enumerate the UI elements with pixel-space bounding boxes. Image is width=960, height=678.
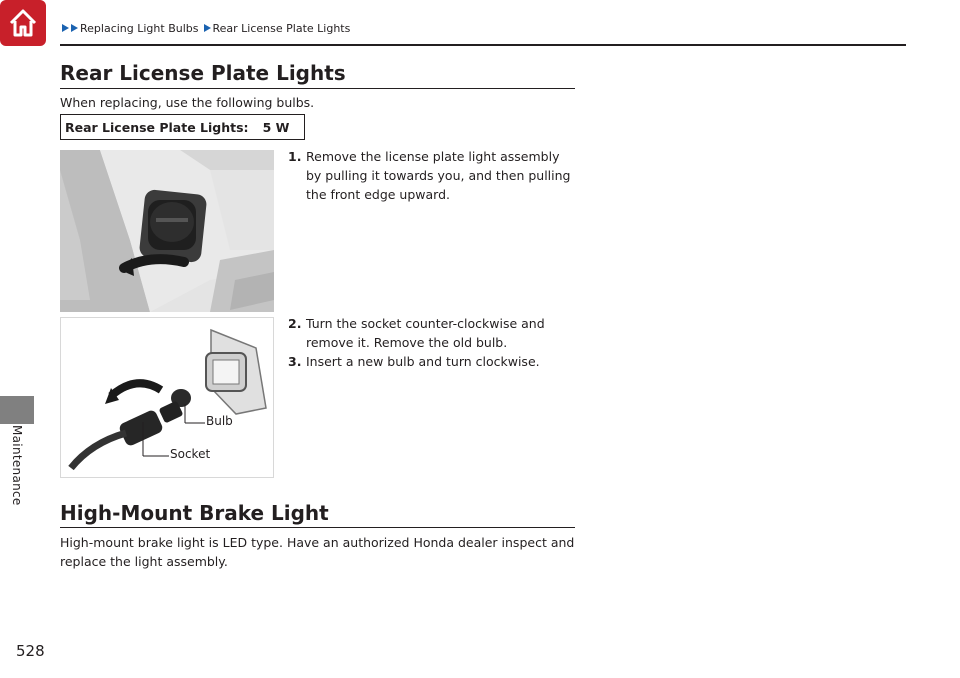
step-number: 3.: [288, 354, 302, 369]
breadcrumb-arrow-icon: [204, 24, 211, 32]
step-number: 2.: [288, 316, 302, 331]
spec-label: Rear License Plate Lights:: [65, 119, 249, 135]
bulb-spec-table: [60, 114, 305, 140]
page-number: 528: [16, 642, 45, 660]
callout-socket: Socket: [170, 447, 211, 461]
breadcrumb: [62, 18, 353, 38]
callout-bulb: Bulb: [206, 414, 233, 428]
home-icon: [6, 6, 40, 40]
step-number: 1.: [288, 149, 302, 164]
step-item: [288, 314, 578, 352]
step-text: Turn the socket counter-clockwise and remove it. Remove the old bulb.: [306, 316, 545, 350]
header-divider: [60, 44, 906, 46]
intro-text: When replacing, use the following bulbs.: [60, 95, 315, 110]
step-list-1: [288, 147, 578, 204]
figure-remove-light-assembly: [60, 150, 274, 312]
section-title-rear-license-plate-lights: Rear License Plate Lights: [60, 61, 346, 85]
step-item: [288, 147, 578, 204]
high-mount-brake-light-text: High-mount brake light is LED type. Have an authorized Honda dealer inspect and replace the light assembly.: [60, 535, 575, 569]
breadcrumb-arrow-icon: [62, 24, 69, 32]
section-tab-marker: [0, 396, 34, 424]
breadcrumb-item-replacing-light-bulbs[interactable]: Replacing Light Bulbs: [80, 21, 199, 35]
step-text: Insert a new bulb and turn clockwise.: [306, 354, 540, 369]
spec-value: 5 W: [262, 119, 290, 135]
step-item: [288, 352, 578, 371]
breadcrumb-item-rear-license-plate-lights[interactable]: Rear License Plate Lights: [212, 21, 351, 35]
step-list-2: [288, 314, 578, 371]
step-text: Remove the license plate light assembly by pulling it towards you, and then pulling the front edge upward.: [306, 149, 571, 202]
section-title-high-mount-brake-light: High-Mount Brake Light: [60, 501, 329, 525]
home-button[interactable]: [0, 0, 46, 46]
title-underline: [60, 88, 575, 89]
breadcrumb-arrow-icon: [71, 24, 78, 32]
section-tab-label[interactable]: Maintenance: [10, 425, 24, 506]
title-underline: [60, 527, 575, 528]
figure-socket-and-bulb: [60, 317, 274, 478]
